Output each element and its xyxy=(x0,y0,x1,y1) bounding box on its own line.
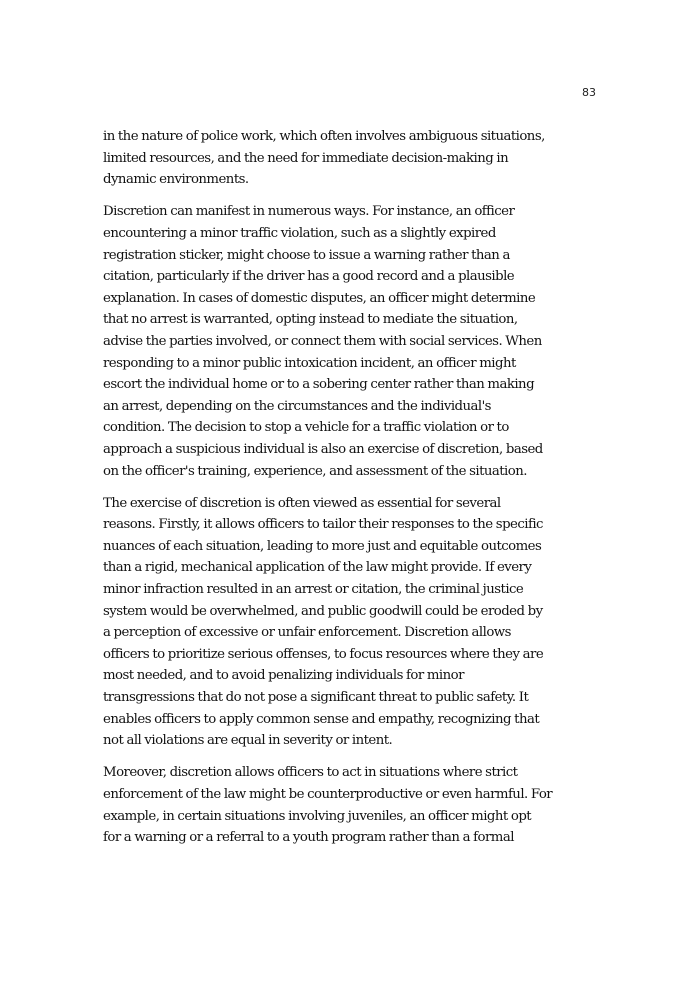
text-line: encountering a minor traffic violation, such as a slightly expired xyxy=(103,225,496,241)
text-line: in the nature of police work, which often involves ambiguous situations, xyxy=(103,129,545,144)
text-line: a perception of excessive or unfair enforcement. Discretion allows xyxy=(103,625,511,641)
text-line: The exercise of discretion is often viewed as essential for several xyxy=(103,495,501,511)
text-line: advise the parties involved, or connect them with social services. When xyxy=(103,333,542,349)
text-line: enables officers to apply common sense and empathy, recognizing that xyxy=(103,711,540,727)
text-line: than a rigid, mechanical application of the law might provide. If every xyxy=(103,560,532,576)
text-line: not all violations are equal in severity or intent. xyxy=(103,733,393,749)
text-line: Moreover, discretion allows officers to act in situations where strict xyxy=(103,765,518,781)
text-line: on the officer's training, experience, and assessment of the situation. xyxy=(103,463,527,479)
text-line: escort the individual home or to a sobering center rather than making xyxy=(103,377,535,393)
text-line: registration sticker, might choose to issue a warning rather than a xyxy=(103,247,510,263)
text-line: an arrest, depending on the circumstances and the individual's xyxy=(103,398,491,414)
text-line: nuances of each situation, leading to more just and equitable outcomes xyxy=(103,538,542,554)
text-line: explanation. In cases of domestic disputes, an officer might determine xyxy=(103,290,536,306)
text-line: most needed, and to avoid penalizing individuals for minor xyxy=(103,668,464,684)
text-line: system would be overwhelmed, and public goodwill could be eroded by xyxy=(103,603,543,619)
page-number: 83 xyxy=(582,86,596,99)
text-line: enforcement of the law might be counterproductive or even harmful. For xyxy=(103,787,553,802)
paragraph xyxy=(103,126,598,191)
text-line: for a warning or a referral to a youth program rather than a formal xyxy=(103,830,514,846)
body-text xyxy=(103,126,598,859)
paragraph xyxy=(103,201,598,482)
paragraph xyxy=(103,762,598,848)
text-line: example, in certain situations involving juveniles, an officer might opt xyxy=(103,808,532,824)
text-line: that no arrest is warranted, opting instead to mediate the situation, xyxy=(103,312,518,328)
text-line: reasons. Firstly, it allows officers to tailor their responses to the specific xyxy=(103,517,543,533)
text-line: dynamic environments. xyxy=(103,172,249,188)
text-line: condition. The decision to stop a vehicle for a traffic violation or to xyxy=(103,420,509,436)
text-line: minor infraction resulted in an arrest or citation, the criminal justice xyxy=(103,582,524,598)
text-line: limited resources, and the need for immediate decision-making in xyxy=(103,150,509,166)
paragraph xyxy=(103,493,598,752)
text-line: Discretion can manifest in numerous ways. For instance, an officer xyxy=(103,204,515,220)
text-line: approach a suspicious individual is also an exercise of discretion, based xyxy=(103,441,543,457)
text-line: transgressions that do not pose a significant threat to public safety. It xyxy=(103,690,529,706)
text-line: citation, particularly if the driver has a good record and a plausible xyxy=(103,269,515,285)
text-line: officers to prioritize serious offenses, to focus resources where they are xyxy=(103,646,544,662)
text-line: responding to a minor public intoxication incident, an officer might xyxy=(103,355,516,371)
